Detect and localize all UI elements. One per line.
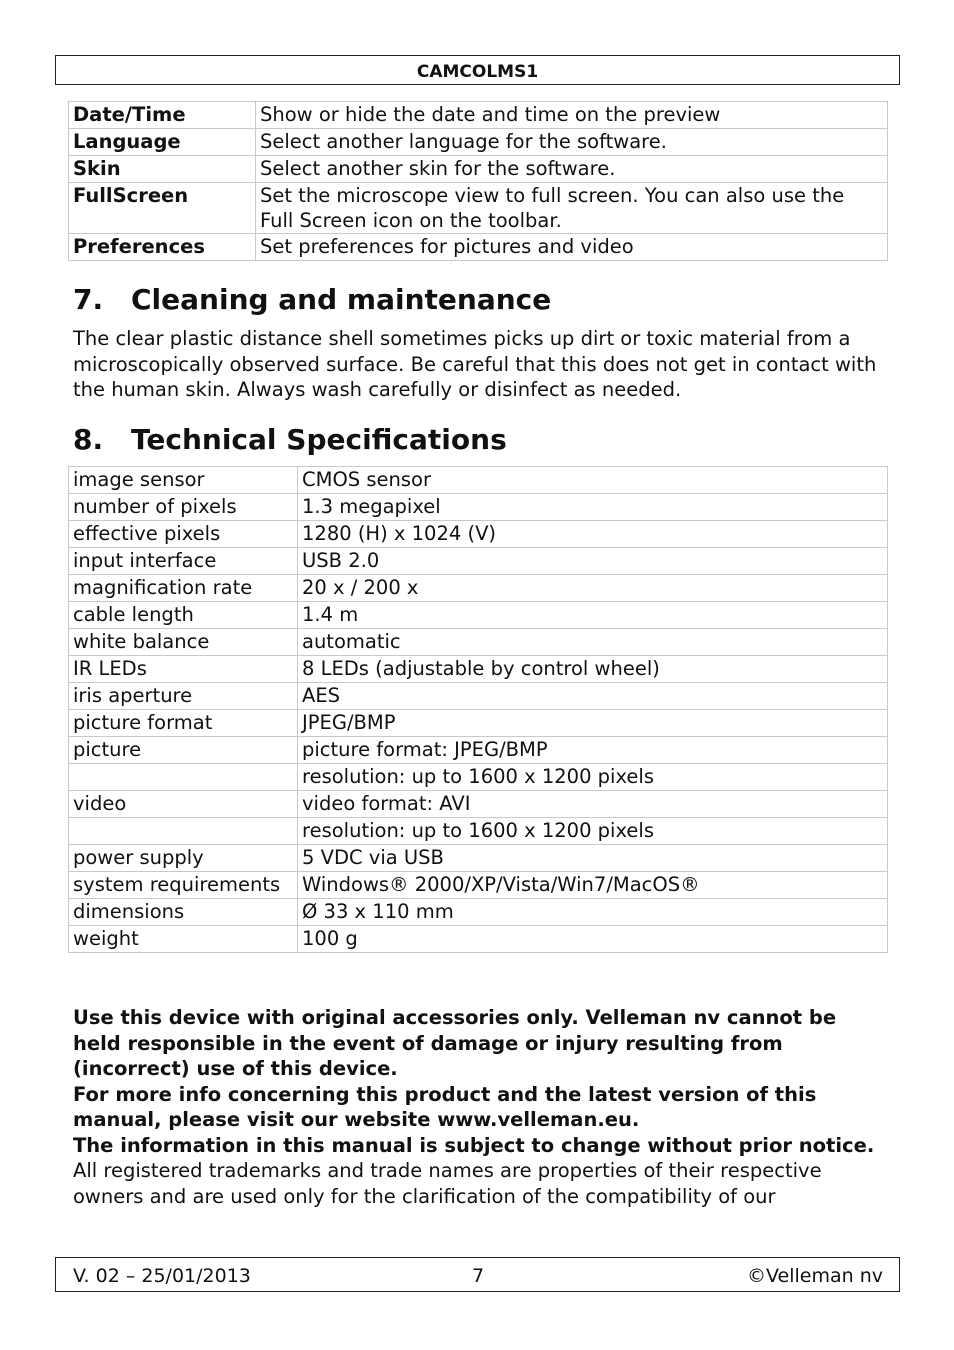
spec-row — [69, 764, 888, 791]
spec-row-value: Windows® 2000/XP/Vista/Win7/MacOS® — [298, 872, 888, 899]
menu-option-row-value: Set preferences for pictures and video — [256, 234, 888, 261]
spec-row-label: video — [69, 791, 298, 818]
spec-row — [69, 629, 888, 656]
spec-row-value: USB 2.0 — [298, 548, 888, 575]
specifications-table — [68, 466, 888, 953]
page-header — [55, 55, 900, 85]
spec-row — [69, 683, 888, 710]
section-8-title: Technical Specifications — [131, 423, 507, 456]
spec-row — [69, 467, 888, 494]
spec-row — [69, 845, 888, 872]
menu-option-row-value: Select another skin for the software. — [256, 156, 888, 183]
spec-row-label: magnification rate — [69, 575, 298, 602]
spec-row-value: 1.4 m — [298, 602, 888, 629]
menu-options-table — [68, 101, 888, 261]
menu-option-row — [69, 183, 888, 234]
spec-row-label: picture format — [69, 710, 298, 737]
notes-block — [73, 1005, 888, 1209]
section-8-number: 8. — [73, 423, 104, 456]
spec-row — [69, 494, 888, 521]
footer-page-number: 7 — [472, 1265, 485, 1287]
section-8-heading — [73, 423, 507, 457]
spec-row-value: 1280 (H) x 1024 (V) — [298, 521, 888, 548]
more-info-note: For more info concerning this product and the latest version of this manual, please visit our website www.velleman.eu. — [73, 1082, 817, 1131]
menu-option-row-label: Preferences — [69, 234, 256, 261]
section-7-heading — [73, 283, 551, 317]
menu-option-row-label: Language — [69, 129, 256, 156]
spec-row-value: automatic — [298, 629, 888, 656]
footer-version: V. 02 – 25/01/2013 — [73, 1265, 251, 1287]
menu-option-row-label: Skin — [69, 156, 256, 183]
spec-row-value: CMOS sensor — [298, 467, 888, 494]
menu-option-row — [69, 156, 888, 183]
spec-row-value: video format: AVI — [298, 791, 888, 818]
cleaning-paragraph: The clear plastic distance shell sometimes picks up dirt or toxic material from a microscopically observed surface. Be careful that this does not get in contact with the human skin. Always wash carefully or disinfect as needed. — [73, 327, 877, 401]
spec-row-label: system requirements — [69, 872, 298, 899]
spec-row — [69, 818, 888, 845]
spec-row-label: white balance — [69, 629, 298, 656]
spec-row — [69, 656, 888, 683]
model-name: CAMCOLMS1 — [416, 62, 539, 82]
spec-row-label: effective pixels — [69, 521, 298, 548]
spec-row — [69, 791, 888, 818]
spec-row — [69, 872, 888, 899]
spec-row — [69, 548, 888, 575]
spec-row-value: resolution: up to 1600 x 1200 pixels — [298, 764, 888, 791]
page-footer — [55, 1257, 900, 1292]
menu-option-row-value: Select another language for the software. — [256, 129, 888, 156]
spec-row-value: 8 LEDs (adjustable by control wheel) — [298, 656, 888, 683]
spec-row-value: AES — [298, 683, 888, 710]
spec-row-label: image sensor — [69, 467, 298, 494]
menu-option-row — [69, 234, 888, 261]
spec-row-label: input interface — [69, 548, 298, 575]
spec-row-label: dimensions — [69, 899, 298, 926]
spec-row-value: resolution: up to 1600 x 1200 pixels — [298, 818, 888, 845]
menu-option-row-label: FullScreen — [69, 183, 256, 234]
spec-row-value: 100 g — [298, 926, 888, 953]
menu-option-row — [69, 129, 888, 156]
spec-row — [69, 575, 888, 602]
spec-row-value: 20 x / 200 x — [298, 575, 888, 602]
spec-row-label: weight — [69, 926, 298, 953]
spec-row-label: cable length — [69, 602, 298, 629]
spec-row — [69, 521, 888, 548]
spec-row-label: IR LEDs — [69, 656, 298, 683]
spec-row-value: 5 VDC via USB — [298, 845, 888, 872]
spec-row-label: picture — [69, 737, 298, 764]
spec-row-value: JPEG/BMP — [298, 710, 888, 737]
spec-row-label — [69, 818, 298, 845]
spec-row-label: number of pixels — [69, 494, 298, 521]
spec-row-label: iris aperture — [69, 683, 298, 710]
menu-option-row-value: Set the microscope view to full screen. You can also use the Full Screen icon on the toolbar. — [256, 183, 888, 234]
menu-option-row-value: Show or hide the date and time on the preview — [256, 102, 888, 129]
spec-row — [69, 710, 888, 737]
section-7-title: Cleaning and maintenance — [131, 283, 552, 316]
spec-row — [69, 737, 888, 764]
spec-row-label — [69, 764, 298, 791]
spec-row-value: Ø 33 x 110 mm — [298, 899, 888, 926]
menu-option-row-label: Date/Time — [69, 102, 256, 129]
trademarks-note: All registered trademarks and trade names are properties of their respective owners and are used only for the clarification of the compatibility of our — [73, 1159, 822, 1208]
menu-option-row — [69, 102, 888, 129]
spec-row — [69, 926, 888, 953]
spec-row-label: power supply — [69, 845, 298, 872]
change-notice: The information in this manual is subject to change without prior notice. — [73, 1133, 875, 1157]
spec-row — [69, 602, 888, 629]
spec-row-value: picture format: JPEG/BMP — [298, 737, 888, 764]
footer-copyright: ©Velleman nv — [747, 1265, 883, 1287]
spec-row — [69, 899, 888, 926]
section-7-number: 7. — [73, 283, 104, 316]
spec-row-value: 1.3 megapixel — [298, 494, 888, 521]
accessories-warning: Use this device with original accessories only. Velleman nv cannot be held responsible in the event of damage or injury resulting from (incorrect) use of this device. — [73, 1006, 837, 1080]
